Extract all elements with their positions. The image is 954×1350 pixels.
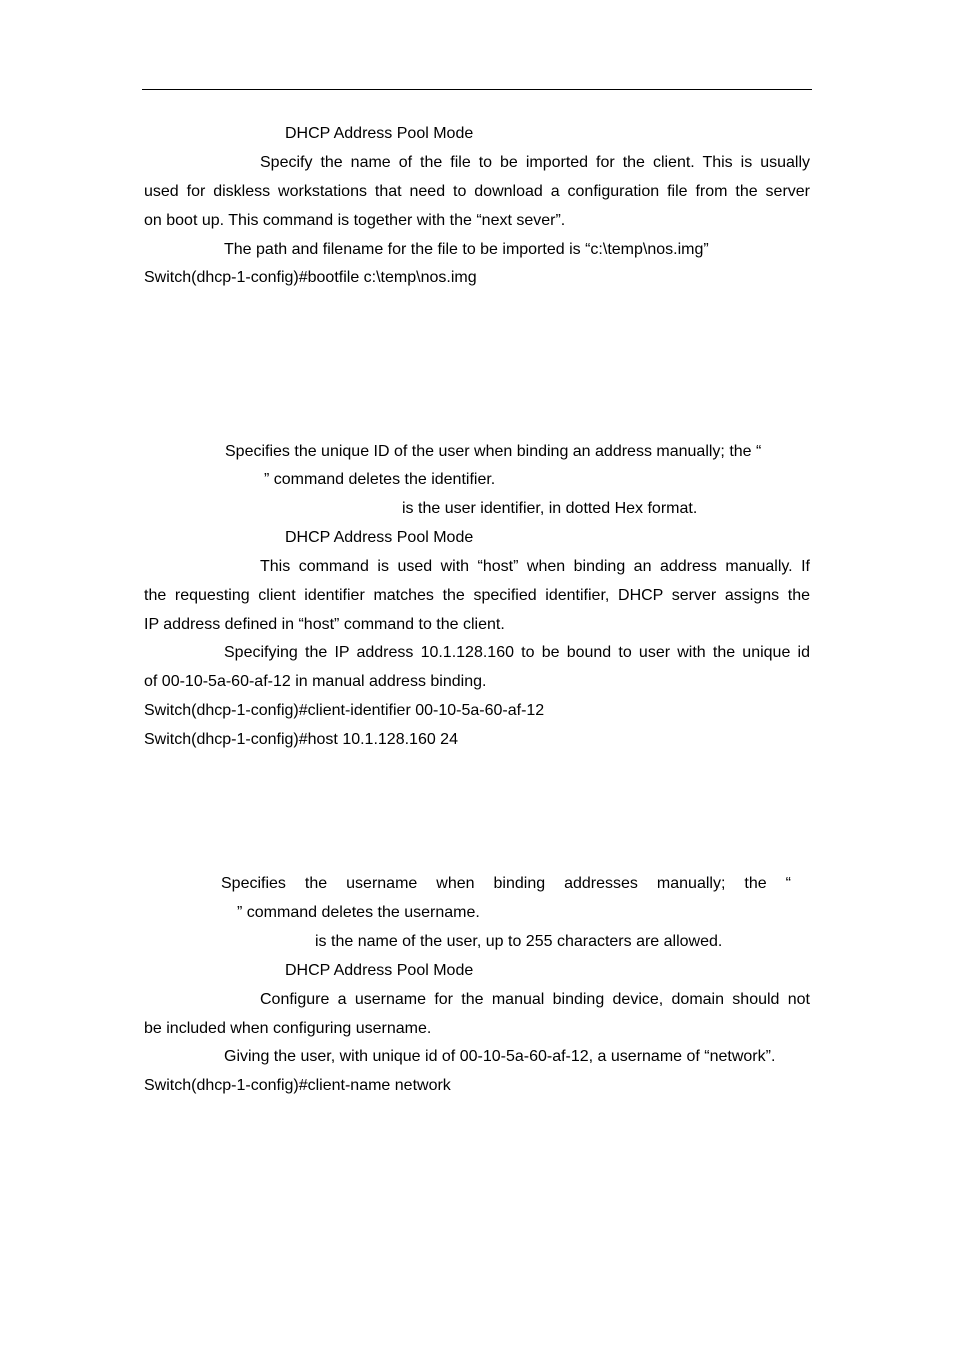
command-function	[221, 874, 791, 894]
command-mode: DHCP Address Pool Mode	[285, 962, 474, 979]
function-word: Specifies	[221, 875, 286, 892]
usage-guide-line: IP address defined in “host” command to the client.	[144, 616, 505, 633]
command-function: Specifies the unique ID of the user when binding an address manually; the “	[225, 443, 762, 460]
usage-guide-line: Configure a username for the manual binding device, domain should not	[260, 991, 810, 1008]
function-word: manually;	[656, 875, 726, 892]
command-function: ” command deletes the identifier.	[264, 471, 496, 488]
example-text: The path and filename for the file to be imported is “c:\temp\nos.img”	[224, 241, 709, 258]
command-mode: DHCP Address Pool Mode	[285, 125, 474, 142]
usage-guide-line: the requesting client identifier matches the specified identifier, DHCP server assigns the	[144, 587, 810, 604]
example-command: Switch(dhcp-1-config)#client-identifier 00-10-5a-60-af-12	[144, 702, 545, 719]
parameter-description: is the name of the user, up to 255 characters are allowed.	[315, 933, 723, 950]
parameter-description: is the user identifier, in dotted Hex format.	[402, 500, 698, 517]
function-word: binding	[493, 875, 546, 892]
function-word: username	[346, 875, 418, 892]
function-word: the	[304, 875, 328, 892]
function-word: the	[744, 875, 767, 892]
usage-guide-line: This command is used with “host” when binding an address manually. If	[260, 558, 810, 575]
function-word: when	[436, 875, 475, 892]
command-function: ” command deletes the username.	[237, 904, 480, 921]
example-text: Giving the user, with unique id of 00-10-5a-60-af-12, a username of “network”.	[224, 1048, 776, 1065]
function-word: “	[785, 875, 791, 892]
usage-guide-line: Specify the name of the file to be imported for the client. This is usually	[260, 154, 810, 171]
example-text: Specifying the IP address 10.1.128.160 to be bound to user with the unique id	[224, 644, 810, 661]
example-command: Switch(dhcp-1-config)#client-name network	[144, 1077, 451, 1094]
command-mode: DHCP Address Pool Mode	[285, 529, 474, 546]
usage-guide-line: on boot up. This command is together with the “next sever”.	[144, 212, 566, 229]
function-word: addresses	[564, 875, 638, 892]
example-command: Switch(dhcp-1-config)#host 10.1.128.160 24	[144, 731, 458, 748]
example-text: of 00-10-5a-60-af-12 in manual address binding.	[144, 673, 487, 690]
example-command: Switch(dhcp-1-config)#bootfile c:\temp\nos.img	[144, 269, 477, 286]
usage-guide-line: be included when configuring username.	[144, 1020, 432, 1037]
header-rule	[142, 89, 812, 90]
usage-guide-line: used for diskless workstations that need to download a configuration file from the server	[144, 183, 810, 200]
